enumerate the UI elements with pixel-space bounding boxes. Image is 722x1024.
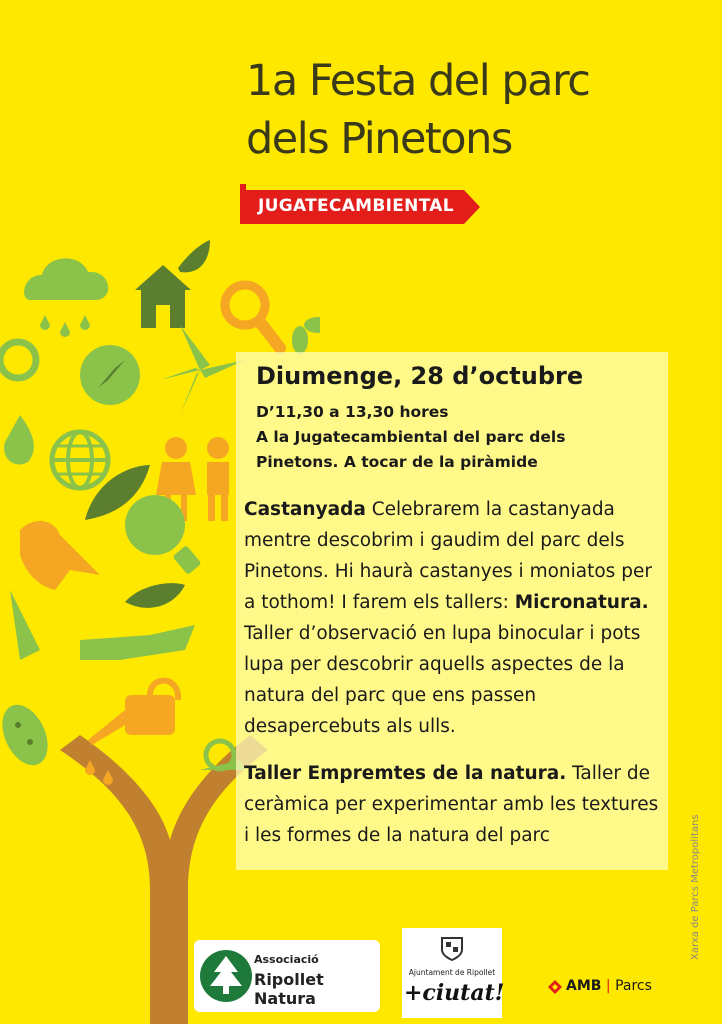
empremtes-label: Taller Empremtes de la natura. [244,763,567,784]
bicycle-icon [0,342,36,378]
leaf-icon-4 [10,590,40,660]
title-line-2: dels Pinetons [246,114,512,164]
globe-icon [52,432,108,488]
vertical-credit [690,780,710,960]
amb-label: AMB [566,978,602,994]
watering-can-icon [88,681,178,745]
assoc-big-label: Ripollet Natura [254,970,324,1008]
hand-icon [80,625,195,660]
castanyada-label: Castanyada [244,499,366,520]
bird-icon [20,521,100,590]
house-icon [135,265,191,328]
amb-parcs-logo [548,978,652,994]
event-time: D’11,30 a 13,30 hores [256,403,449,421]
drop-icon [4,415,34,465]
amb-diamond-icon [548,980,562,994]
micronatura-text: Taller d’observació en lupa binocular i pots lupa per descobrir aquells aspectes de la natura del parc que ens passen desapercebuts als ulls. [244,623,641,737]
magnifier-icon [225,285,280,348]
ciutat-label: +ciutat! [404,980,505,1006]
assoc-small-label: Associació [254,953,319,966]
flower-icon [292,317,320,354]
amb-separator: | [605,978,611,994]
event-place-line-1: A la Jugatecambiental del parc dels [256,428,566,446]
page-title [246,52,589,168]
ajuntament-label: Ajuntament de Ripollet [408,968,496,977]
ladybug-icon [0,698,57,773]
ajuntament-logo [402,928,505,1018]
compass-icon [80,345,140,405]
tag-label: JUGATECAMBIENTAL [258,196,454,216]
micronatura-label: Micronatura. [514,592,649,613]
event-date: Diumenge, 28 d’octubre [256,362,584,390]
rain-cloud-icon [24,258,108,337]
windmill-icon [160,325,245,415]
event-place-line-2: Pinetons. A tocar de la piràmide [256,453,538,471]
title-line-1: 1a Festa del parc [246,56,590,106]
coat-of-arms-icon [440,936,464,962]
description-castanyada [244,494,664,742]
castanyada-text: Celebrarem la castanyada mentre descobrim i gaudim del parc dels Pinetons. Hi haurà castanyes i moniatos per a tothom! I farem els tallers: [244,499,652,613]
parcs-label: Parcs [615,978,652,994]
leaf-icon-3 [125,583,185,608]
jugatecambiental-tag [240,184,480,230]
leaf-icon [178,240,210,272]
pine-tree-icon [198,946,254,1006]
ripollet-natura-logo [194,940,380,1012]
event-time-place [256,400,565,475]
lightbulb-icon [125,495,202,575]
vertical-credit-text: Xarxa de Parcs Metropolitans [690,814,701,960]
description-empremtes [244,758,664,851]
empremtes-text: Taller de ceràmica per experimentar amb les textures i les formes de la natura del parc [244,763,659,846]
